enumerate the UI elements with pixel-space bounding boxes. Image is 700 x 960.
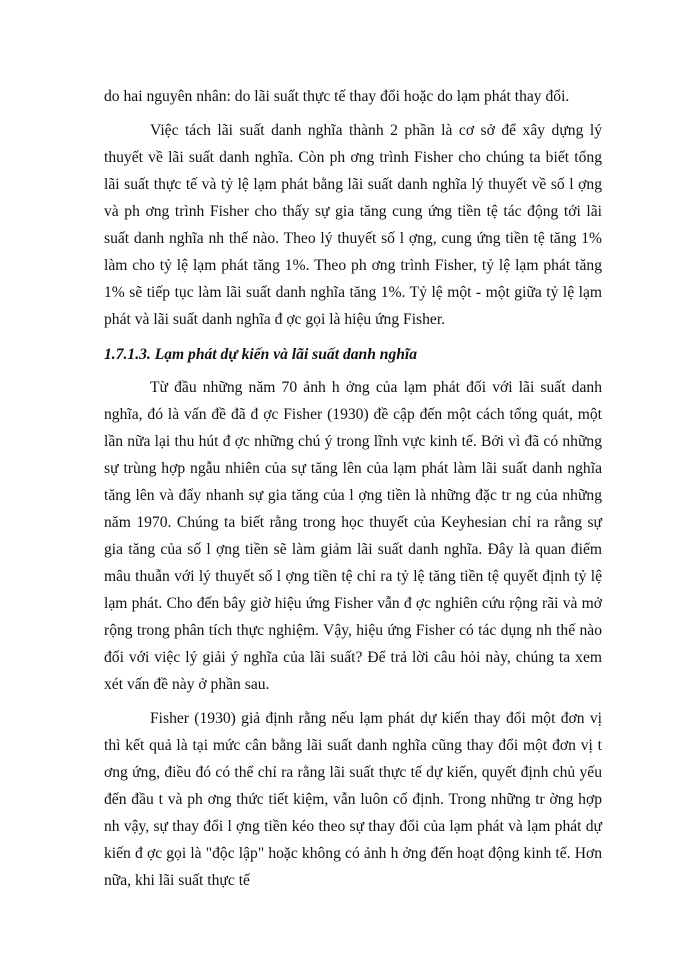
section-number: 1.7.1.3.: [104, 346, 151, 363]
section-title: Lạm phát dự kiến và lãi suất danh nghĩa: [154, 346, 418, 363]
paragraph-fisher-equation: Việc tách lãi suất danh nghĩa thành 2 phần là cơ sở để xây dựng lý thuyết về lãi suất danh nghĩa. Còn ph ơng trình Fisher cho chúng ta biết tổng lãi suất thực tế và tỷ lệ lạm phát bằng lãi suất danh nghĩa lý thuyết về số l ợng và ph ơng trình Fisher cho thấy sự gia tăng cung ứng tiền tệ tác động tới lãi suất danh nghĩa nh thế nào. Theo lý thuyết số l ợng, cung ứng tiền tệ tăng 1% làm cho tỷ lệ lạm phát tăng 1%. Theo ph ơng trình Fisher, tỷ lệ lạm phát tăng 1% sẽ tiếp tục làm lãi suất danh nghĩa tăng 1%. Tỷ lệ một - một giữa tỷ lệ lạm phát và lãi suất danh nghĩa đ ợc gọi là hiệu ứng Fisher.: [104, 122, 602, 328]
page-content: [104, 83, 602, 894]
paragraph-expected-inflation: Từ đầu những năm 70 ảnh h ởng của lạm phát đối với lãi suất danh nghĩa, đó là vấn đề đã đ ợc Fisher (1930) đề cập đến một cách tổng quát, một lần nữa lại thu hút đ ợc những chú ý trong lĩnh vực kinh tế. Bởi vì đã có những sự trùng hợp ngẫu nhiên của sự tăng lên của lạm phát làm lãi suất danh nghĩa tăng lên và đẩy nhanh sự gia tăng của l ợng tiền là những đặc tr ng của những năm 1970. Chúng ta biết rằng trong học thuyết của Keyhesian chỉ ra rằng sự gia tăng của số l ợng tiền sẽ làm giảm lãi suất danh nghĩa. Đây là quan điểm mâu thuẫn với lý thuyết số l ợng tiền tệ chỉ ra tỷ lệ tăng tiền tệ quyết định tỷ lệ lạm phát. Cho đến bây giờ hiệu ứng Fisher vẫn đ ợc nghiên cứu rộng rãi và mở rộng trong phân tích thực nghiệm. Vậy, hiệu ứng Fisher có tác dụng nh thế nào đối với việc lý giải ý nghĩa của lãi suất? Để trả lời câu hỏi này, chúng ta xem xét vấn đề này ở phần sau.: [104, 379, 602, 693]
section-heading: [104, 341, 602, 368]
paragraph-continuation: do hai nguyên nhân: do lãi suất thực tế thay đổi hoặc do lạm phát thay đổi.: [104, 88, 570, 105]
paragraph-fisher-assumption: Fisher (1930) giả định rằng nếu lạm phát dự kiến thay đổi một đơn vị thì kết quả là tại mức cân bằng lãi suất danh nghĩa cũng thay đổi một đơn vị t ơng ứng, điều đó có thể chỉ ra rằng lãi suất thực tế dự kiến, quyết định chủ yếu đến đầu t và ph ơng thức tiết kiệm, vẫn luôn cố định. Trong những tr ờng hợp nh vậy, sự thay đổi l ợng tiền kéo theo sự thay đổi của lạm phát và lạm phát dự kiến đ ợc gọi là "độc lập" hoặc không có ảnh h ởng đến hoạt động kinh tế. Hơn nữa, khi lãi suất thực tế: [104, 710, 602, 889]
